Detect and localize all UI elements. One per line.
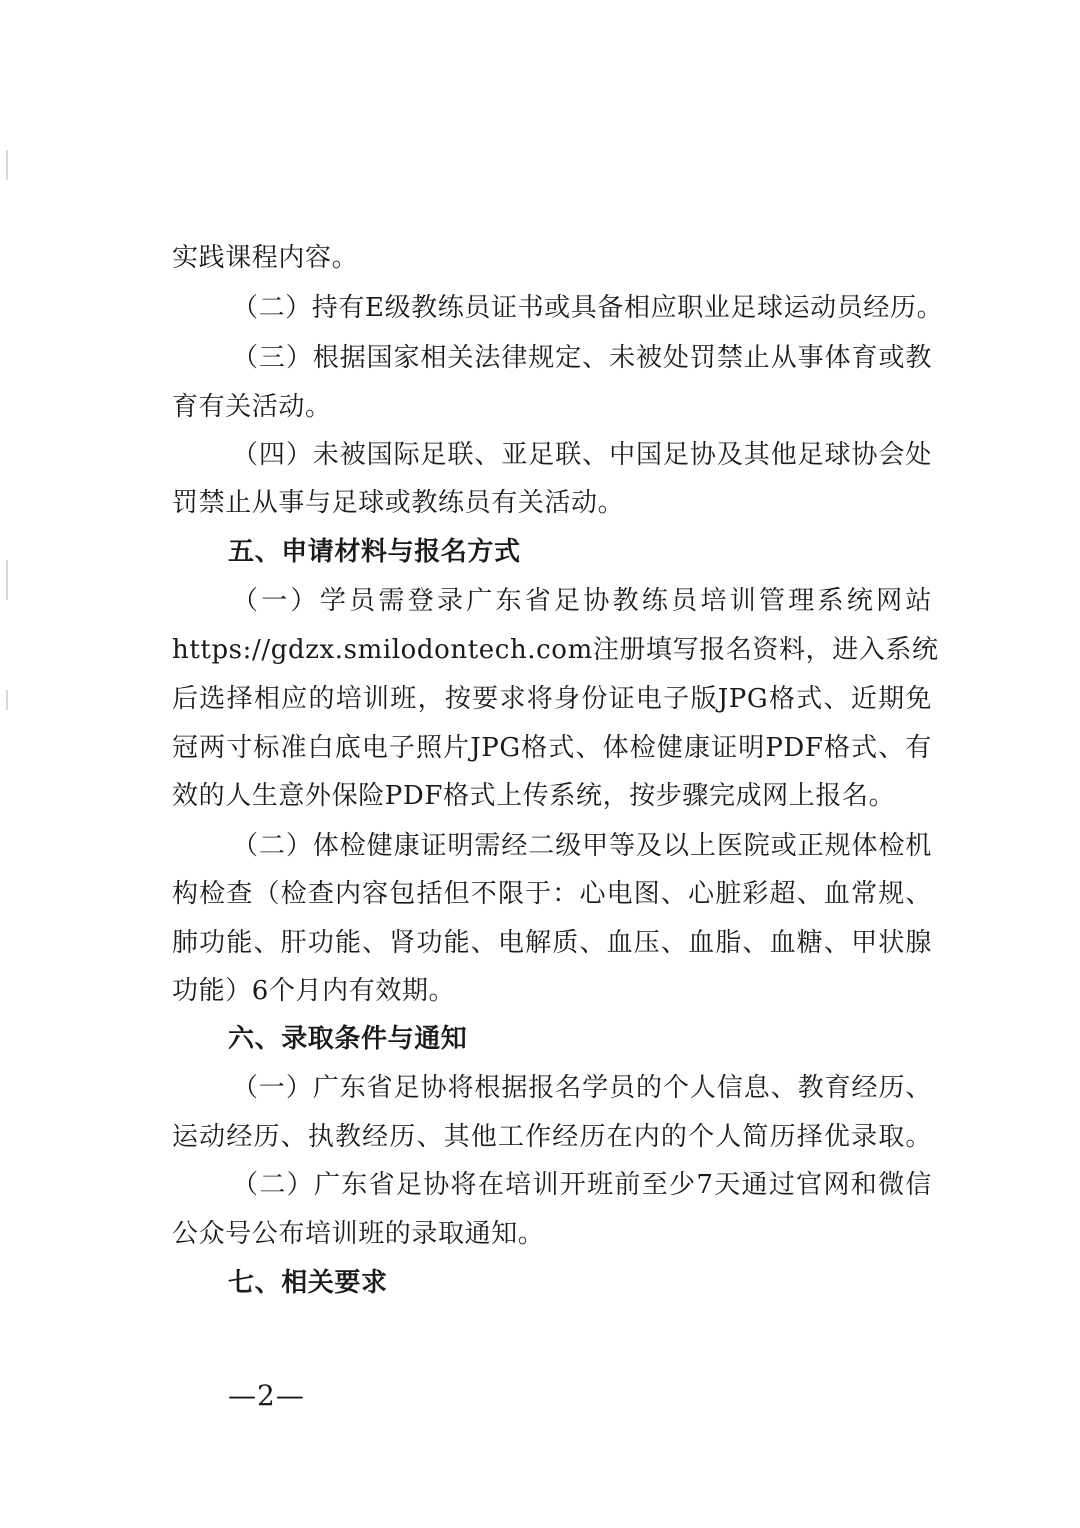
- scan-edge-mark: [6, 560, 8, 600]
- paragraph-line: 罚禁止从事与足球或教练员有关活动。: [172, 488, 625, 518]
- paragraph-line: 肺功能、肝功能、肾功能、电解质、血压、血脂、血糖、甲状腺: [172, 928, 932, 958]
- paragraph-line: 效的人生意外保险PDF格式上传系统，按步骤完成网上报名。: [172, 781, 896, 811]
- section-heading: 七、相关要求: [228, 1268, 388, 1298]
- paragraph-line: 构检查（检查内容包括但不限于：心电图、心脏彩超、血常规、: [172, 879, 932, 909]
- paragraph-line: 功能）6个月内有效期。: [172, 976, 456, 1006]
- paragraph-line: （二）持有E级教练员证书或具备相应职业足球运动员经历。: [232, 293, 944, 323]
- paragraph-line: https://gdzx.smilodontech.com注册填写报名资料，进入系统: [172, 635, 939, 665]
- paragraph-line: （二）广东省足协将在培训开班前至少7天通过官网和微信: [232, 1170, 932, 1200]
- paragraph-line: （一）广东省足协将根据报名学员的个人信息、教育经历、: [232, 1073, 932, 1103]
- paragraph-line: （四）未被国际足联、亚足联、中国足协及其他足球协会处: [232, 440, 932, 470]
- paragraph-line: （三）根据国家相关法律规定、未被处罚禁止从事体育或教: [232, 343, 932, 373]
- section-heading: 五、申请材料与报名方式: [228, 537, 521, 567]
- paragraph-line: 实践课程内容。: [172, 243, 359, 273]
- scan-edge-mark: [6, 150, 8, 180]
- scan-edge-mark: [6, 690, 8, 710]
- section-heading: 六、录取条件与通知: [228, 1024, 468, 1054]
- paragraph-line: 运动经历、执教经历、其他工作经历在内的个人简历择优录取。: [172, 1122, 932, 1152]
- paragraph-line: 后选择相应的培训班，按要求将身份证电子版JPG格式、近期免: [172, 684, 932, 714]
- paragraph-line: （一）学员需登录广东省足协教练员培训管理系统网站: [232, 586, 932, 616]
- paragraph-line: （二）体检健康证明需经二级甲等及以上医院或正规体检机: [232, 831, 932, 861]
- paragraph-line: 公众号公布培训班的录取通知。: [172, 1219, 545, 1249]
- paragraph-line: 育有关活动。: [172, 392, 332, 422]
- paragraph-line: 冠两寸标准白底电子照片JPG格式、体检健康证明PDF格式、有: [172, 733, 932, 763]
- page-number: —2—: [228, 1379, 305, 1412]
